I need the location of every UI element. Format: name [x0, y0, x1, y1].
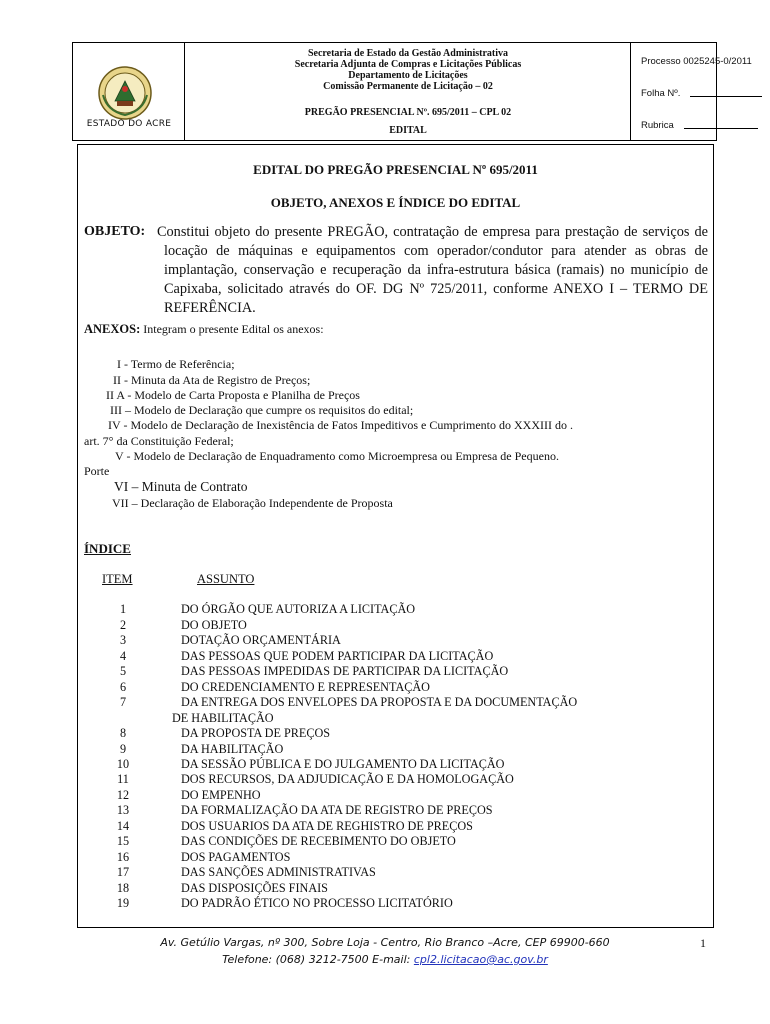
index-number: 13 — [116, 803, 130, 817]
index-number: 17 — [116, 865, 130, 879]
index-number: 7 — [119, 695, 127, 709]
document-subtitle: OBJETO, ANEXOS E ÍNDICE DO EDITAL — [270, 195, 521, 210]
organization-block — [185, 48, 631, 92]
anexo-item: I - Termo de Referência; — [117, 357, 235, 371]
index-row — [78, 649, 715, 664]
index-row — [78, 757, 715, 772]
index-subject: DA HABILITAÇÃO — [181, 742, 284, 756]
index-number: 9 — [119, 742, 127, 756]
index-number: 18 — [116, 881, 130, 895]
index-subject: DO PADRÃO ÉTICO NO PROCESSO LICITATÓRIO — [181, 896, 453, 910]
index-subject: DA FORMALIZAÇÃO DA ATA DE REGISTRO DE PREÇOS — [181, 803, 493, 817]
index-row — [78, 633, 715, 648]
index-number: 19 — [116, 896, 130, 910]
folha-blank — [690, 96, 762, 97]
index-row — [78, 618, 715, 633]
org-line: Secretaria Adjunta de Compras e Licitações Públicas — [294, 59, 522, 70]
index-subject: DAS CONDIÇÕES DE RECEBIMENTO DO OBJETO — [181, 834, 456, 848]
index-row — [78, 834, 715, 849]
index-subject: DO EMPENHO — [181, 788, 261, 802]
state-label: ESTADO DO ACRE — [86, 119, 172, 129]
index-subject: DO OBJETO — [181, 618, 247, 632]
index-number: 10 — [116, 757, 130, 771]
folha-label: Folha Nº. — [641, 88, 681, 99]
objeto-label: OBJETO: — [84, 224, 146, 239]
index-row — [78, 819, 715, 834]
col-assunto-header: ASSUNTO — [197, 572, 255, 586]
header-org-cell — [185, 43, 631, 140]
rubrica-label: Rubrica — [641, 120, 674, 131]
index-row — [78, 726, 715, 741]
index-row — [78, 881, 715, 896]
index-row — [78, 695, 715, 710]
index-subject: DE HABILITAÇÃO — [172, 711, 274, 725]
index-number: 15 — [116, 834, 130, 848]
pregao-line: PREGÃO PRESENCIAL Nº. 695/2011 – CPL 02 — [304, 107, 512, 118]
index-number: 5 — [119, 664, 127, 678]
processo-number: Processo 0025245-0/2011 — [641, 56, 752, 67]
index-subject: DAS DISPOSIÇÕES FINAIS — [181, 881, 328, 895]
index-subject: DOTAÇÃO ORÇAMENTÁRIA — [181, 633, 341, 647]
index-number: 4 — [119, 649, 127, 663]
index-subject: DO CREDENCIAMENTO E REPRESENTAÇÃO — [181, 680, 430, 694]
index-number: 8 — [119, 726, 127, 740]
footer-phone: Telefone: (068) 3212-7500 E-mail: — [222, 953, 411, 966]
anexo-item: art. 7° da Constituição Federal; — [84, 434, 234, 448]
index-row — [78, 711, 715, 726]
footer-address: Av. Getúlio Vargas, nº 300, Sobre Loja - Centro, Rio Branco –Acre, CEP 69900-660 — [160, 936, 610, 949]
anexo-item: Porte — [84, 464, 110, 478]
index-number: 6 — [119, 680, 127, 694]
index-row — [78, 865, 715, 880]
index-number: 14 — [116, 819, 130, 833]
index-subject: DO ÓRGÃO QUE AUTORIZA A LICITAÇÃO — [181, 602, 416, 616]
state-seal-icon — [97, 65, 153, 121]
index-number: 2 — [119, 618, 127, 632]
index-row — [78, 742, 715, 757]
anexo-item: VI – Minuta de Contrato — [114, 479, 248, 494]
rubrica-field — [641, 120, 758, 131]
index-number: 16 — [116, 850, 130, 864]
anexos-heading — [84, 322, 324, 337]
document-header — [72, 42, 752, 141]
index-row — [78, 788, 715, 803]
footer-email-link[interactable]: cpl2.licitacao@ac.gov.br — [413, 953, 548, 966]
index-subject: DAS PESSOAS QUE PODEM PARTICIPAR DA LICITAÇÃO — [181, 649, 494, 663]
index-row — [78, 602, 715, 617]
index-row — [78, 896, 715, 911]
index-row — [78, 664, 715, 679]
index-row — [78, 850, 715, 865]
folha-field — [641, 88, 762, 99]
footer-contact — [0, 953, 770, 966]
edital-label: EDITAL — [389, 125, 427, 136]
anexo-item: III – Modelo de Declaração que cumpre os requisitos do edital; — [110, 403, 414, 417]
org-line: Departamento de Licitações — [348, 70, 468, 81]
index-subject: DOS USUARIOS DA ATA DE REGHISTRO DE PREÇOS — [181, 819, 473, 833]
anexos-label: ANEXOS: — [84, 322, 141, 336]
document-body — [77, 144, 714, 928]
index-subject: DA SESSÃO PÚBLICA E DO JULGAMENTO DA LICITAÇÃO — [181, 757, 505, 771]
anexos-intro: Integram o presente Edital os anexos: — [143, 322, 324, 336]
anexo-item: II A - Modelo de Carta Proposta e Planilha de Preços — [106, 388, 360, 402]
index-subject: DOS RECURSOS, DA ADJUDICAÇÃO E DA HOMOLOGAÇÃO — [181, 772, 514, 786]
index-subject: DOS PAGAMENTOS — [181, 850, 291, 864]
index-number: 11 — [117, 772, 129, 786]
document-title: EDITAL DO PREGÃO PRESENCIAL Nº 695/2011 — [253, 162, 538, 177]
objeto-text: Constitui objeto do presente PREGÃO, contratação de empresa para prestação de serviços de locação de máquinas e equipamentos com operador/condutor para atender as obras de implantação, conservação e recuperação da infra-estrutura básica (ramais) no município de Capixaba, solicitado através do OF. DG Nº 725/2011, conforme ANEXO I – TERMO DE REFERÊNCIA. — [157, 224, 708, 316]
index-subject: DA PROPOSTA DE PREÇOS — [181, 726, 331, 740]
index-row — [78, 680, 715, 695]
org-line: Secretaria de Estado da Gestão Administrativa — [307, 48, 509, 59]
indice-heading: ÍNDICE — [84, 541, 131, 556]
index-row — [78, 803, 715, 818]
index-subject: DAS PESSOAS IMPEDIDAS DE PARTICIPAR DA LICITAÇÃO — [181, 664, 509, 678]
org-line: Comissão Permanente de Licitação – 02 — [323, 81, 493, 92]
anexo-item: V - Modelo de Declaração de Enquadramento como Microempresa ou Empresa de Pequeno. — [115, 449, 559, 463]
anexo-item: II - Minuta da Ata de Registro de Preços; — [113, 373, 311, 387]
anexo-item: IV - Modelo de Declaração de Inexistência de Fatos Impeditivos e Cumprimento do XXXIII do . — [108, 418, 573, 432]
header-process-cell — [631, 43, 752, 140]
index-number: 3 — [119, 633, 127, 647]
index-subject: DA ENTREGA DOS ENVELOPES DA PROPOSTA E DA DOCUMENTAÇÃO — [181, 695, 578, 709]
index-subject: DAS SANÇÕES ADMINISTRATIVAS — [181, 865, 376, 879]
index-number: 12 — [116, 788, 130, 802]
page-number: 1 — [700, 936, 706, 950]
rubrica-blank — [684, 128, 758, 129]
col-item-header: ITEM — [102, 572, 133, 586]
anexo-item: VII – Declaração de Elaboração Independente de Proposta — [112, 496, 393, 510]
header-logo-cell — [73, 43, 185, 140]
index-number: 1 — [119, 602, 127, 616]
index-row — [78, 772, 715, 787]
